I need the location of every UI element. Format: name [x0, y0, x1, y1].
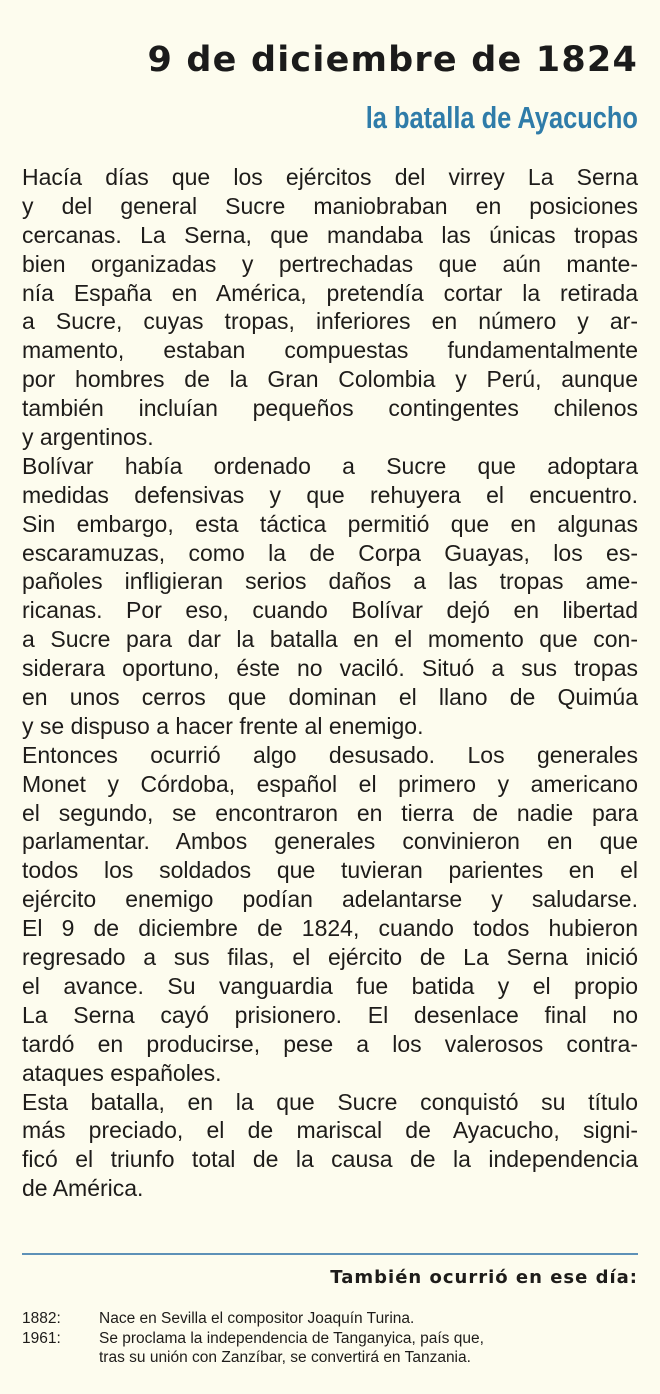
- body-line: Hacía días que los ejércitos del virrey La Serna: [22, 164, 638, 190]
- event-description: [99, 1329, 642, 1367]
- section-divider: [22, 1253, 638, 1255]
- body-line: nía España en América, pretendía cortar la retirada: [22, 279, 638, 306]
- event-description: [99, 1309, 642, 1328]
- body-line: Monet y Córdoba, español el primero y americano: [22, 770, 638, 797]
- event-item: [22, 1309, 642, 1328]
- body-line: regresado a sus filas, el ejército de La Serna inició: [22, 944, 638, 971]
- body-line: medidas defensivas y que rehuyera el encuentro.: [22, 481, 638, 508]
- event-year: 1961:: [22, 1330, 61, 1347]
- body-line: y argentinos.: [22, 424, 154, 451]
- body-line: y se dispuso a hacer frente al enemigo.: [22, 712, 424, 739]
- body-line: El 9 de diciembre de 1824, cuando todos hubieron: [22, 915, 638, 942]
- also-section-title: También ocurrió en ese día:: [330, 1267, 638, 1288]
- body-line: bien organizadas y pertrechadas que aún mante-: [22, 250, 638, 277]
- event-description-line: Se proclama la independencia de Tanganyica, país que,: [99, 1330, 484, 1347]
- body-line: La Serna cayó prisionero. El desenlace final no: [22, 1001, 638, 1028]
- body-line: ejército enemigo podían adelantarse y saludarse.: [22, 886, 638, 913]
- body-line: Esta batalla, en la que Sucre conquistó su título: [22, 1088, 638, 1115]
- body-line: el avance. Su vanguardia fue batida y el propio: [22, 972, 638, 999]
- body-line: parlamentar. Ambos generales convinieron en que: [22, 828, 638, 855]
- body-line: siderara oportuno, éste no vaciló. Situó a sus tropas: [22, 655, 638, 682]
- body-line: también incluían pequeños contingentes chilenos: [22, 395, 638, 422]
- body-line: Entonces ocurrió algo desusado. Los generales: [22, 741, 638, 768]
- body-line: a Sucre para dar la batalla en el momento que con-: [22, 626, 638, 653]
- event-year: 1882:: [22, 1310, 61, 1327]
- body-line: más preciado, el de mariscal de Ayacucho, signi-: [22, 1117, 638, 1144]
- article-body: [22, 163, 638, 1203]
- body-line: mamento, estaban compuestas fundamentalmente: [22, 337, 638, 364]
- events-list: [22, 1309, 642, 1368]
- page-title: 9 de diciembre de 1824: [147, 40, 638, 80]
- body-line: ricanas. Por eso, cuando Bolívar dejó en libertad: [22, 597, 638, 624]
- event-item: [22, 1329, 642, 1367]
- body-line: por hombres de la Gran Colombia y Perú, aunque: [22, 366, 638, 393]
- body-line: ataques españoles.: [22, 1059, 222, 1086]
- body-line: de América.: [22, 1175, 144, 1202]
- body-line: todos los soldados que tuvieran parientes en el: [22, 857, 638, 884]
- body-line: el segundo, se encontraron en tierra de nadie para: [22, 799, 638, 826]
- body-line: ficó el triunfo total de la causa de la independencia: [22, 1146, 638, 1173]
- body-line: pañoles infligieran serios daños a las tropas ame-: [22, 568, 638, 595]
- body-line: Sin embargo, esta táctica permitió que en algunas: [22, 510, 638, 537]
- event-description-line: Nace en Sevilla el compositor Joaquín Turina.: [99, 1310, 415, 1327]
- body-line: en unos cerros que dominan el llano de Quimúa: [22, 684, 638, 711]
- body-line: y del general Sucre maniobraban en posiciones: [22, 192, 638, 219]
- body-line: Bolívar había ordenado a Sucre que adoptara: [22, 452, 638, 479]
- event-description-line: tras su unión con Zanzíbar, se convertirá en Tanzania.: [99, 1349, 471, 1366]
- body-line: escaramuzas, como la de Corpa Guayas, los es-: [22, 539, 638, 566]
- body-line: a Sucre, cuyas tropas, inferiores en número y ar-: [22, 308, 638, 335]
- page-subtitle: la batalla de Ayacucho: [365, 100, 638, 135]
- body-line: cercanas. La Serna, que mandaba las únicas tropas: [22, 221, 638, 248]
- body-line: tardó en producirse, pese a los valerosos contra-: [22, 1030, 638, 1057]
